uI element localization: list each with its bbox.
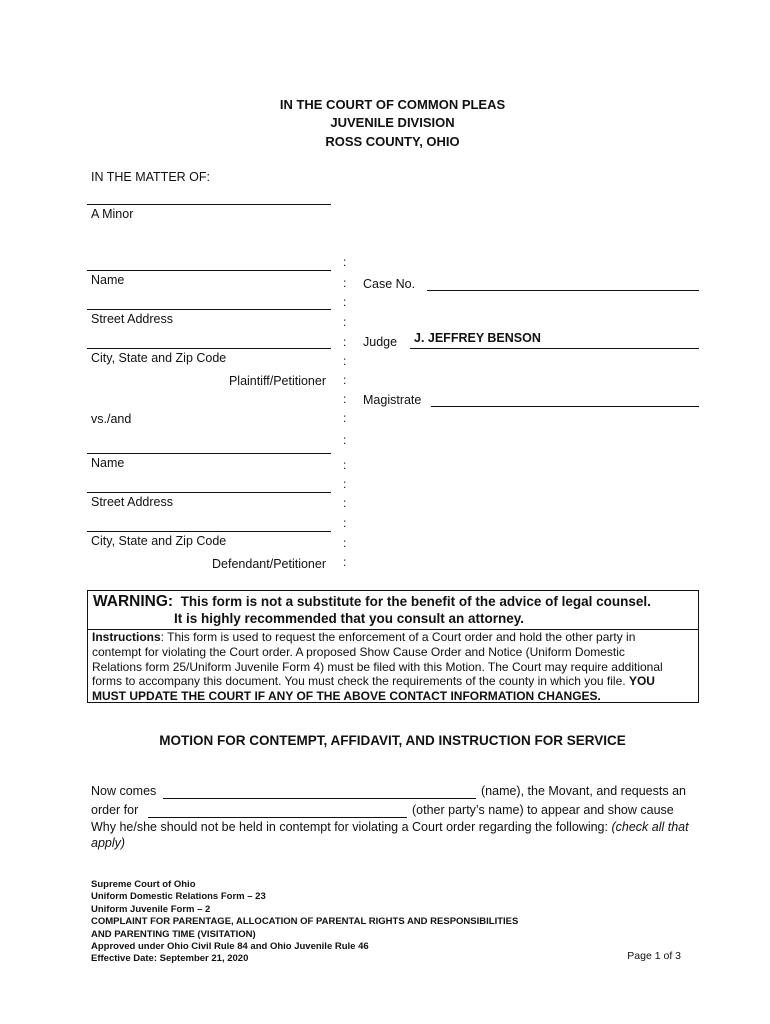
defendant-city-line[interactable] <box>87 531 331 532</box>
caption-colon: : <box>343 373 347 387</box>
movant-text: (name), the Movant, and requests an <box>481 784 686 798</box>
court-division: JUVENILE DIVISION <box>330 115 455 130</box>
warning-box <box>87 590 699 703</box>
check-all-text: (check all that <box>611 820 689 834</box>
motion-title: MOTION FOR CONTEMPT, AFFIDAVIT, AND INSTRUCTION FOR SERVICE <box>159 733 626 748</box>
defendant-street-label: Street Address <box>91 495 173 509</box>
caption-colon: : <box>343 276 347 290</box>
caption-colon: : <box>343 536 347 550</box>
caption-colon: : <box>343 458 347 472</box>
caption-colon: : <box>343 496 347 510</box>
warning-text-1: This form is not a substitute for the benefit of the advice of legal counsel. <box>180 594 651 609</box>
judge-name: J. JEFFREY BENSON <box>414 331 541 345</box>
why-text: Why he/she should not be held in contempt for violating a Court order regarding the following: <box>91 820 608 834</box>
other-party-text: (other party’s name) to appear and show cause <box>412 803 674 817</box>
instructions <box>92 630 692 704</box>
magistrate-label: Magistrate <box>363 393 422 407</box>
caption-colon: : <box>343 392 347 406</box>
vs-label: vs./and <box>91 412 132 426</box>
movant-name-field[interactable] <box>163 798 476 799</box>
plaintiff-city-label: City, State and Zip Code <box>91 351 227 365</box>
plaintiff-name-line[interactable] <box>87 270 331 271</box>
instructions-label: Instructions <box>92 630 161 644</box>
minor-label: A Minor <box>91 207 134 221</box>
magistrate-field[interactable] <box>431 406 699 407</box>
defendant-street-line[interactable] <box>87 492 331 493</box>
plaintiff-city-line[interactable] <box>87 348 331 349</box>
court-county: ROSS COUNTY, OHIO <box>325 134 460 149</box>
page-number: Page 1 of 3 <box>627 950 681 962</box>
warning-text-2: It is highly recommended that you consult an attorney. <box>174 611 525 626</box>
form-footer: Supreme Court of Ohio Uniform Domestic Relations Form – 23 Uniform Juvenile Form – 2 COMPLAINT FOR PARENTAGE, ALLOCATION OF PARENTAL RIGHTS AND RESPONSIBILITIES AND PARENTING TIME (VISITATION) Approved under Ohio Civil Rule 84 and Ohio Juvenile Rule 46 Effective Date: September 21, 2020 <box>91 879 519 965</box>
instructions-text: : This form is used to request the enforcement of a Court order and hold the other party in contempt for violating the Court order. A proposed Show Cause Order and Notice (Uniform Domestic Relations form 25/Uniform Juvenile Form 4) must be filed with this Motion. The Court may require additional forms to accompany this document. You must check the requirements of the county in which you file. <box>92 630 663 689</box>
apply-text: apply) <box>91 836 126 850</box>
defendant-city-label: City, State and Zip Code <box>91 534 227 548</box>
caption-colon: : <box>343 477 347 491</box>
plaintiff-street-label: Street Address <box>91 312 173 326</box>
judge-label: Judge <box>363 335 398 349</box>
caption-colon: : <box>343 411 347 425</box>
other-party-field[interactable] <box>148 817 407 818</box>
plaintiff-street-line[interactable] <box>87 309 331 310</box>
caption-colon: : <box>343 315 347 329</box>
order-for-label: order for <box>91 803 139 817</box>
case-no-label: Case No. <box>363 277 416 291</box>
matter-of-label: IN THE MATTER OF: <box>91 170 210 184</box>
case-no-field[interactable] <box>427 290 699 291</box>
caption-colon: : <box>343 354 347 368</box>
court-name: IN THE COURT OF COMMON PLEAS <box>279 97 506 112</box>
now-comes-label: Now comes <box>91 784 157 798</box>
plaintiff-name-label: Name <box>91 273 125 287</box>
defendant-name-line[interactable] <box>87 453 331 454</box>
warning-prefix: WARNING: <box>93 593 174 610</box>
minor-name-line[interactable] <box>87 204 331 205</box>
warning-header <box>88 591 698 630</box>
caption-colon: : <box>343 516 347 530</box>
caption-colon: : <box>343 295 347 309</box>
caption-colon: : <box>343 555 347 569</box>
defendant-role: Defendant/Petitioner <box>212 557 326 571</box>
caption-colon: : <box>343 255 347 269</box>
judge-field[interactable] <box>410 348 699 349</box>
caption-colon: : <box>343 335 347 349</box>
why-text-line <box>91 820 689 834</box>
instructions-bold-text: YOU MUST UPDATE THE COURT IF ANY OF THE ABOVE CONTACT INFORMATION CHANGES. <box>92 674 655 704</box>
defendant-name-label: Name <box>91 456 125 470</box>
warning-line-1 <box>93 593 651 611</box>
plaintiff-role: Plaintiff/Petitioner <box>228 374 326 388</box>
caption-colon: : <box>343 433 347 447</box>
